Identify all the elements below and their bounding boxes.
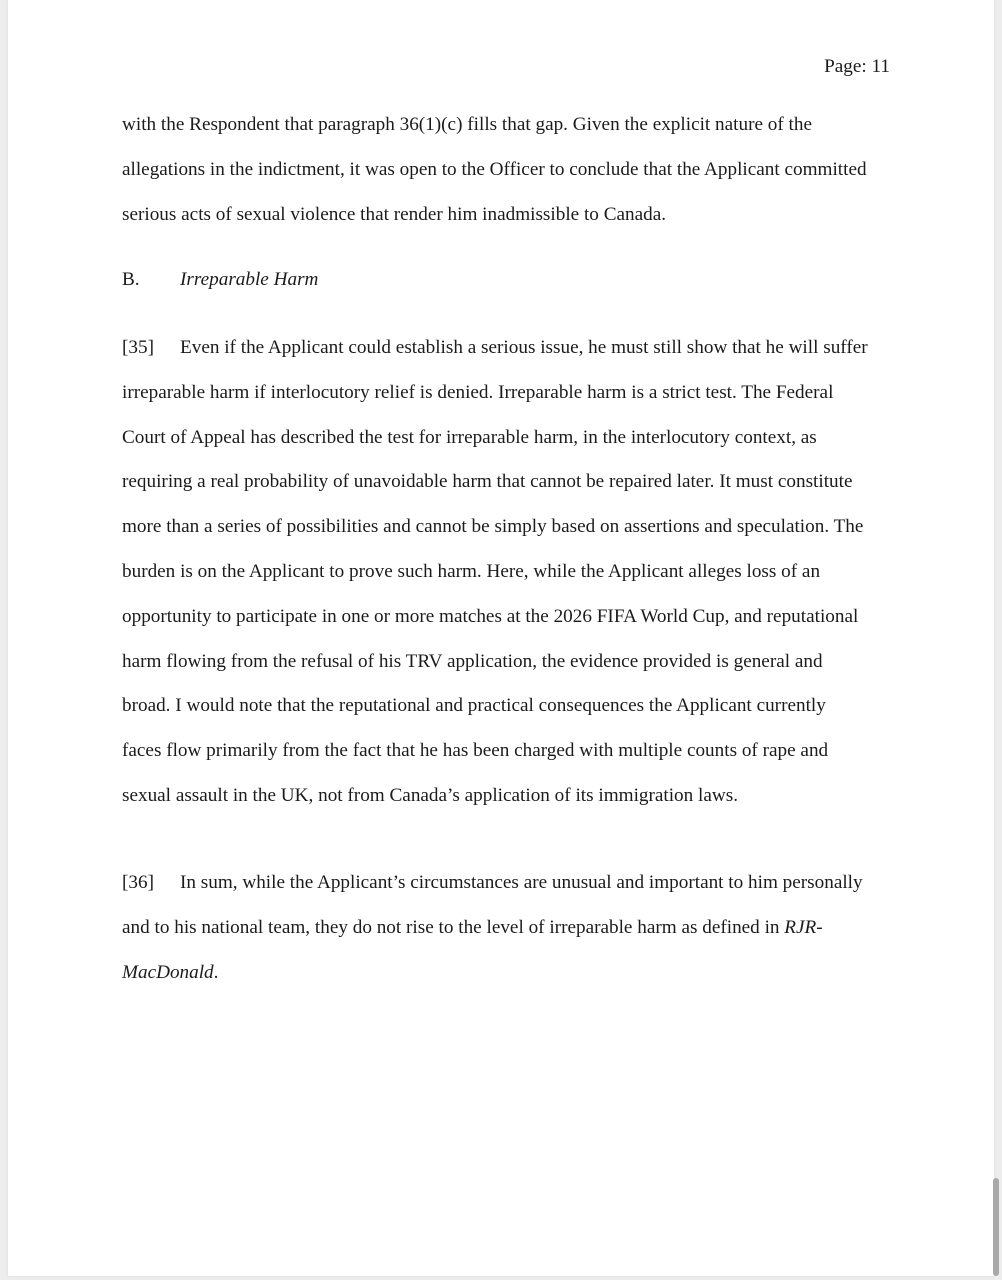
text-line: with the Respondent that paragraph 36(1)(c) fills that gap. Given the explicit nature of the xyxy=(122,114,813,135)
paragraph-36 xyxy=(122,861,902,995)
text-line: irreparable harm if interlocutory relief is denied. Irreparable harm is a strict test. The Federal xyxy=(122,381,834,403)
text-line: requiring a real probability of unavoidable harm that cannot be repaired later. It must constitute xyxy=(122,471,853,493)
line-text: and to his national team, they do not rise to the level of irreparable harm as defined in xyxy=(122,916,785,938)
paragraph-35 xyxy=(122,326,902,819)
vertical-scrollbar[interactable] xyxy=(990,0,999,1280)
section-title: Irreparable Harm xyxy=(180,269,319,290)
case-name-part: RJR- xyxy=(784,916,823,938)
paragraph-number: [35] xyxy=(122,337,154,358)
paragraph-first-line: In sum, while the Applicant’s circumstances are unusual and important to him personally xyxy=(180,872,863,893)
text-line: Court of Appeal has described the test for irreparable harm, in the interlocutory context, as xyxy=(122,426,817,448)
text-line: allegations in the indictment, it was open to the Officer to conclude that the Applicant committed xyxy=(122,158,867,180)
text-line: faces flow primarily from the fact that he has been charged with multiple counts of rape and xyxy=(122,740,829,762)
text-line: more than a series of possibilities and cannot be simply based on assertions and speculation. The xyxy=(122,516,864,538)
text-line: burden is on the Applicant to prove such harm. Here, while the Applicant alleges loss of an xyxy=(122,560,821,582)
text-line xyxy=(122,951,902,996)
page-number: Page: 11 xyxy=(824,56,890,77)
section-heading xyxy=(122,258,318,303)
text-line: sexual assault in the UK, not from Canada’s application of its immigration laws. xyxy=(122,784,739,806)
paragraph-first-line: Even if the Applicant could establish a serious issue, he must still show that he will suffer xyxy=(180,337,868,358)
paragraph-number: [36] xyxy=(122,872,154,893)
intro-paragraph xyxy=(122,103,902,237)
line-text: . xyxy=(213,961,219,983)
section-letter: B. xyxy=(122,269,140,290)
text-line xyxy=(122,906,902,951)
scrollbar-thumb[interactable] xyxy=(993,1178,999,1276)
text-line xyxy=(122,861,902,906)
case-name-part: MacDonald xyxy=(122,961,214,983)
text-line xyxy=(122,326,902,371)
text-line: broad. I would note that the reputational and practical consequences the Applicant currently xyxy=(122,695,826,717)
text-line: opportunity to participate in one or more matches at the 2026 FIFA World Cup, and reputational xyxy=(122,605,859,627)
text-line: serious acts of sexual violence that render him inadmissible to Canada. xyxy=(122,203,667,225)
text-line: harm flowing from the refusal of his TRV application, the evidence provided is general and xyxy=(122,650,823,672)
document-page xyxy=(8,0,994,1276)
